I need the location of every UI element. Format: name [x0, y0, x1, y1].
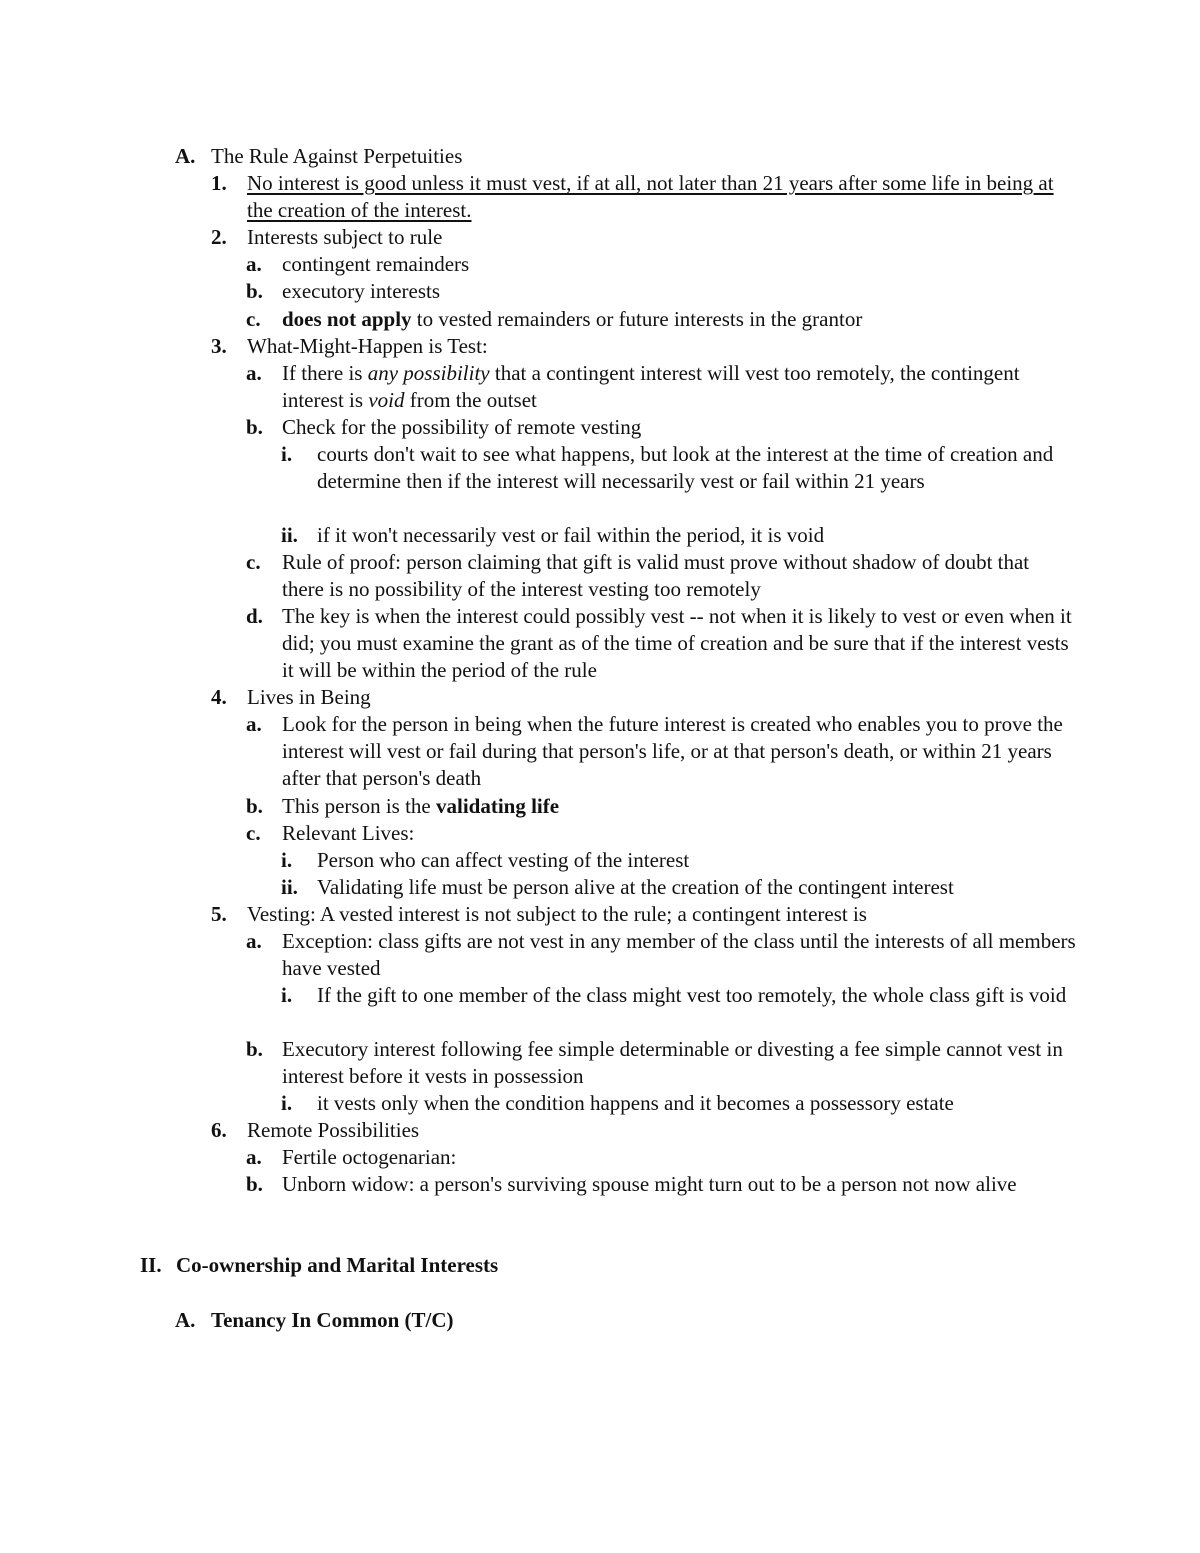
list-item-4c-ii: [281, 874, 1081, 901]
list-marker: 4.: [211, 685, 227, 709]
list-marker: c.: [246, 821, 261, 845]
list-item-5b: [246, 1036, 1076, 1090]
list-item-5b-i: [281, 1090, 1081, 1117]
list-item-text: contingent remainders: [282, 252, 470, 276]
list-item-text: Exception: class gifts are not vest in any member of the class until the interests of all members have vested: [282, 929, 1076, 980]
list-item-1: [211, 170, 1071, 224]
list-marker: 3.: [211, 334, 227, 358]
list-item-text: The key is when the interest could possibly vest -- not when it is likely to vest or even when it did; you must examine the grant as of the time of creation and be sure that if the interest vests it will be within the period of the rule: [282, 604, 1072, 682]
list-marker: c.: [246, 550, 261, 574]
list-item-3d: [246, 603, 1076, 684]
section-a-heading: [175, 143, 1075, 170]
list-marker: b.: [246, 1037, 263, 1061]
list-item-6b: [246, 1171, 1076, 1198]
list-marker: 6.: [211, 1118, 227, 1142]
list-marker: b.: [246, 794, 263, 818]
text-run: to vested remainders or future interests in the grantor: [411, 307, 863, 331]
list-item-text: Lives in Being: [247, 685, 371, 709]
list-item-3c: [246, 549, 1076, 603]
section-ii-a-heading: [175, 1307, 454, 1334]
list-item-text: [282, 306, 1076, 333]
list-item-5a-i: [281, 982, 1081, 1009]
list-item-4b: [246, 793, 1076, 820]
list-marker: 2.: [211, 225, 227, 249]
list-item-5: [211, 901, 1071, 928]
list-item-text: if it won't necessarily vest or fail within the period, it is void: [317, 523, 825, 547]
list-item-text: Relevant Lives:: [282, 821, 415, 845]
list-marker: 5.: [211, 902, 227, 926]
list-item-5a: [246, 928, 1076, 982]
list-item-4: [211, 684, 1071, 711]
list-item-text: Check for the possibility of remote vesting: [282, 415, 642, 439]
list-item-3b-i: [281, 441, 1081, 495]
list-marker: 1.: [211, 171, 227, 195]
section-ii-title: Co-ownership and Marital Interests: [176, 1253, 499, 1277]
text-run: from the outset: [404, 388, 537, 412]
emphasis-italic: any possibility: [367, 361, 490, 385]
section-ii-a-title: Tenancy In Common (T/C): [211, 1308, 454, 1332]
list-item-6: [211, 1117, 1071, 1144]
section-a-title: The Rule Against Perpetuities: [211, 144, 463, 168]
list-item-2b: [246, 278, 1076, 305]
list-item-2c: [246, 306, 1076, 333]
text-run: If there is: [282, 361, 368, 385]
list-marker: ii.: [281, 875, 298, 899]
list-item-text: Executory interest following fee simple determinable or divesting a fee simple cannot vest in interest before it vests in possession: [282, 1037, 1063, 1088]
list-item-2a: [246, 251, 1076, 278]
list-marker: b.: [246, 415, 263, 439]
rule-statement: No interest is good unless it must vest, if at all, not later than 21 years after some life in being at the creation of the interest.: [247, 171, 1054, 222]
list-item-text: Vesting: A vested interest is not subject to the rule; a contingent interest is: [247, 902, 867, 926]
list-item-text: Remote Possibilities: [247, 1118, 420, 1142]
list-item-4c-i: [281, 847, 1081, 874]
list-marker: a.: [246, 929, 262, 953]
list-item-text: [282, 793, 1076, 820]
list-marker: a.: [246, 252, 262, 276]
list-item-text: executory interests: [282, 279, 441, 303]
list-marker: d.: [246, 604, 263, 628]
section-a-marker: A.: [175, 144, 196, 168]
list-item-text: Validating life must be person alive at the creation of the contingent interest: [317, 875, 954, 899]
text-run: This person is the: [282, 794, 436, 818]
list-marker: a.: [246, 712, 262, 736]
list-item-3b-ii: [281, 522, 1081, 549]
list-marker: b.: [246, 1172, 263, 1196]
list-item-text: Interests subject to rule: [247, 225, 443, 249]
list-item-4a: [246, 711, 1076, 792]
list-marker: ii.: [281, 523, 298, 547]
list-item-text: What-Might-Happen is Test:: [247, 334, 488, 358]
list-item-text: Fertile octogenarian:: [282, 1145, 457, 1169]
list-item-text: Unborn widow: a person's surviving spouse might turn out to be a person not now alive: [282, 1172, 1017, 1196]
list-item-text: Look for the person in being when the future interest is created who enables you to prove the interest will vest or fail during that person's life, or at that person's death, or within 21 years after that person's death: [282, 712, 1063, 790]
list-item-text: [282, 360, 1076, 414]
list-marker: a.: [246, 361, 262, 385]
emphasis-bold: validating life: [435, 794, 560, 818]
section-ii-a-marker: A.: [175, 1308, 196, 1332]
list-item-2: [211, 224, 1071, 251]
list-item-text: it vests only when the condition happens and it becomes a possessory estate: [317, 1091, 954, 1115]
list-marker: i.: [281, 848, 293, 872]
list-item-4c: [246, 820, 1076, 847]
list-item-text: courts don't wait to see what happens, but look at the interest at the time of creation and determine then if the interest will necessarily vest or fail within 21 years: [317, 442, 1054, 493]
list-item-3a: [246, 360, 1076, 414]
section-ii-marker: II.: [140, 1253, 162, 1277]
list-item-text: If the gift to one member of the class might vest too remotely, the whole class gift is void: [317, 983, 1067, 1007]
list-item-text: Person who can affect vesting of the interest: [317, 848, 690, 872]
list-item-text: Rule of proof: person claiming that gift is valid must prove without shadow of doubt that there is no possibility of the interest vesting too remotely: [282, 550, 1030, 601]
list-marker: i.: [281, 1091, 293, 1115]
section-ii-heading: [140, 1252, 498, 1279]
list-marker: i.: [281, 442, 293, 466]
list-item-3b: [246, 414, 1076, 441]
list-marker: c.: [246, 307, 261, 331]
list-item-6a: [246, 1144, 1076, 1171]
emphasis-italic: void: [368, 388, 405, 412]
list-marker: b.: [246, 279, 263, 303]
list-marker: a.: [246, 1145, 262, 1169]
list-item-3: [211, 333, 1071, 360]
emphasis-bold: does not apply: [282, 307, 412, 331]
list-marker: i.: [281, 983, 293, 1007]
text-run: that a contingent interest will vest too remotely, the contingent interest is: [282, 361, 1020, 412]
